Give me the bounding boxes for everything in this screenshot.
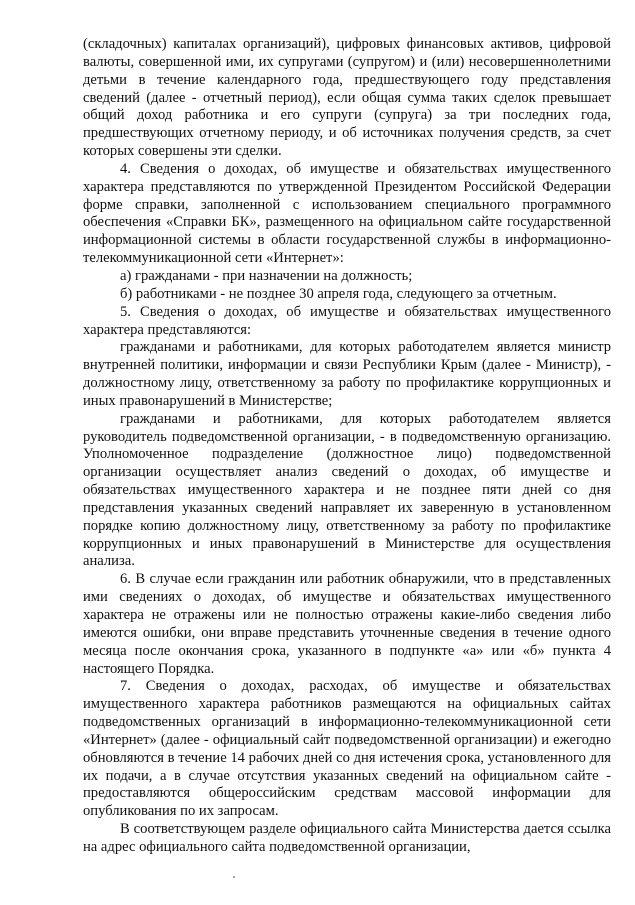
paragraph-subitem-a: а) гражданами - при назначении на должность;	[120, 267, 413, 284]
paragraph-item-7: 7. Сведения о доходах, расходах, об имуществе и обязательствах имущественного характера работников размещаются на официальных сайтах подведомственных организаций в информационно-телекоммуникационной сети «Интернет» (далее - официальный сайт подведомственной организации) и ежегодно обновляются в течение 14 рабочих дней со дня истечения срока, установленного для их подачи, а в случае отсутствия указанных сведений на официальном сайте - предоставляются общероссийским средствам массовой информации для опубликования по их запросам.	[83, 678, 611, 820]
paragraph-ministry-site: В соответствующем разделе официального сайта Министерства дается ссылка на адрес официального сайта подведомственной организации,	[83, 821, 611, 855]
scan-speck	[233, 876, 235, 878]
paragraph-subitem-b: б) работниками - не позднее 30 апреля года, следующего за отчетным.	[120, 285, 557, 302]
document-body	[83, 36, 611, 857]
paragraph-continuation: (складочных) капиталах организаций), цифровых финансовых активов, цифровой валюты, совершенной ими, их супругами (супругом) и (или) несовершеннолетними детьми в течение календарного года, предшествующего году представления сведений (далее - отчетный период), если общая сумма таких сделок превышает общий доход работника и его супруги (супруга) за три последних года, предшествующих отчетному периоду, и об источниках получения средств, за счет которых совершены эти сделки.	[83, 36, 611, 160]
paragraph-item-5-ministry: гражданами и работниками, для которых работодателем является министр внутренней политики, информации и связи Республики Крым (далее - Министр), - должностному лицу, ответственному за работу по профилактике коррупционных и иных правонарушений в Министерстве;	[83, 339, 611, 409]
paragraph-item-6: 6. В случае если гражданин или работник обнаружили, что в представленных ими сведениях о доходах, об имуществе и обязательствах имущественного характера не отражены или не полностью отражены какие-либо сведения либо имеются ошибки, они вправе представить уточненные сведения в течение одного месяца после окончания срока, указанного в подпункте «а» или «б» пункта 4 настоящего Порядка.	[83, 571, 611, 677]
paragraph-item-5-organization: гражданами и работниками, для которых работодателем является руководитель подведомственной организации, - в подведомственную организацию. Уполномоченное подразделение (должностное лицо) подведомственной организации осуществляет анализ сведений о доходах, об имуществе и обязательствах имущественного характера и не позднее пяти дней со дня представления указанных сведений направляет их заверенную в установленном порядке копию должностному лицу, ответственному за работу по профилактике коррупционных и иных правонарушений в Министерстве для осуществления анализа.	[83, 410, 611, 570]
paragraph-item-5: 5. Сведения о доходах, об имуществе и обязательствах имущественного характера представляются:	[83, 303, 611, 338]
paragraph-item-4: 4. Сведения о доходах, об имуществе и обязательствах имущественного характера представляются по утвержденной Президентом Российской Федерации форме справки, заполненной с использованием специального программного обеспечения «Справки БК», размещенного на официальном сайте государственной информационной системы в области государственной службы в информационно-телекоммуникационной сети «Интернет»:	[83, 160, 611, 267]
